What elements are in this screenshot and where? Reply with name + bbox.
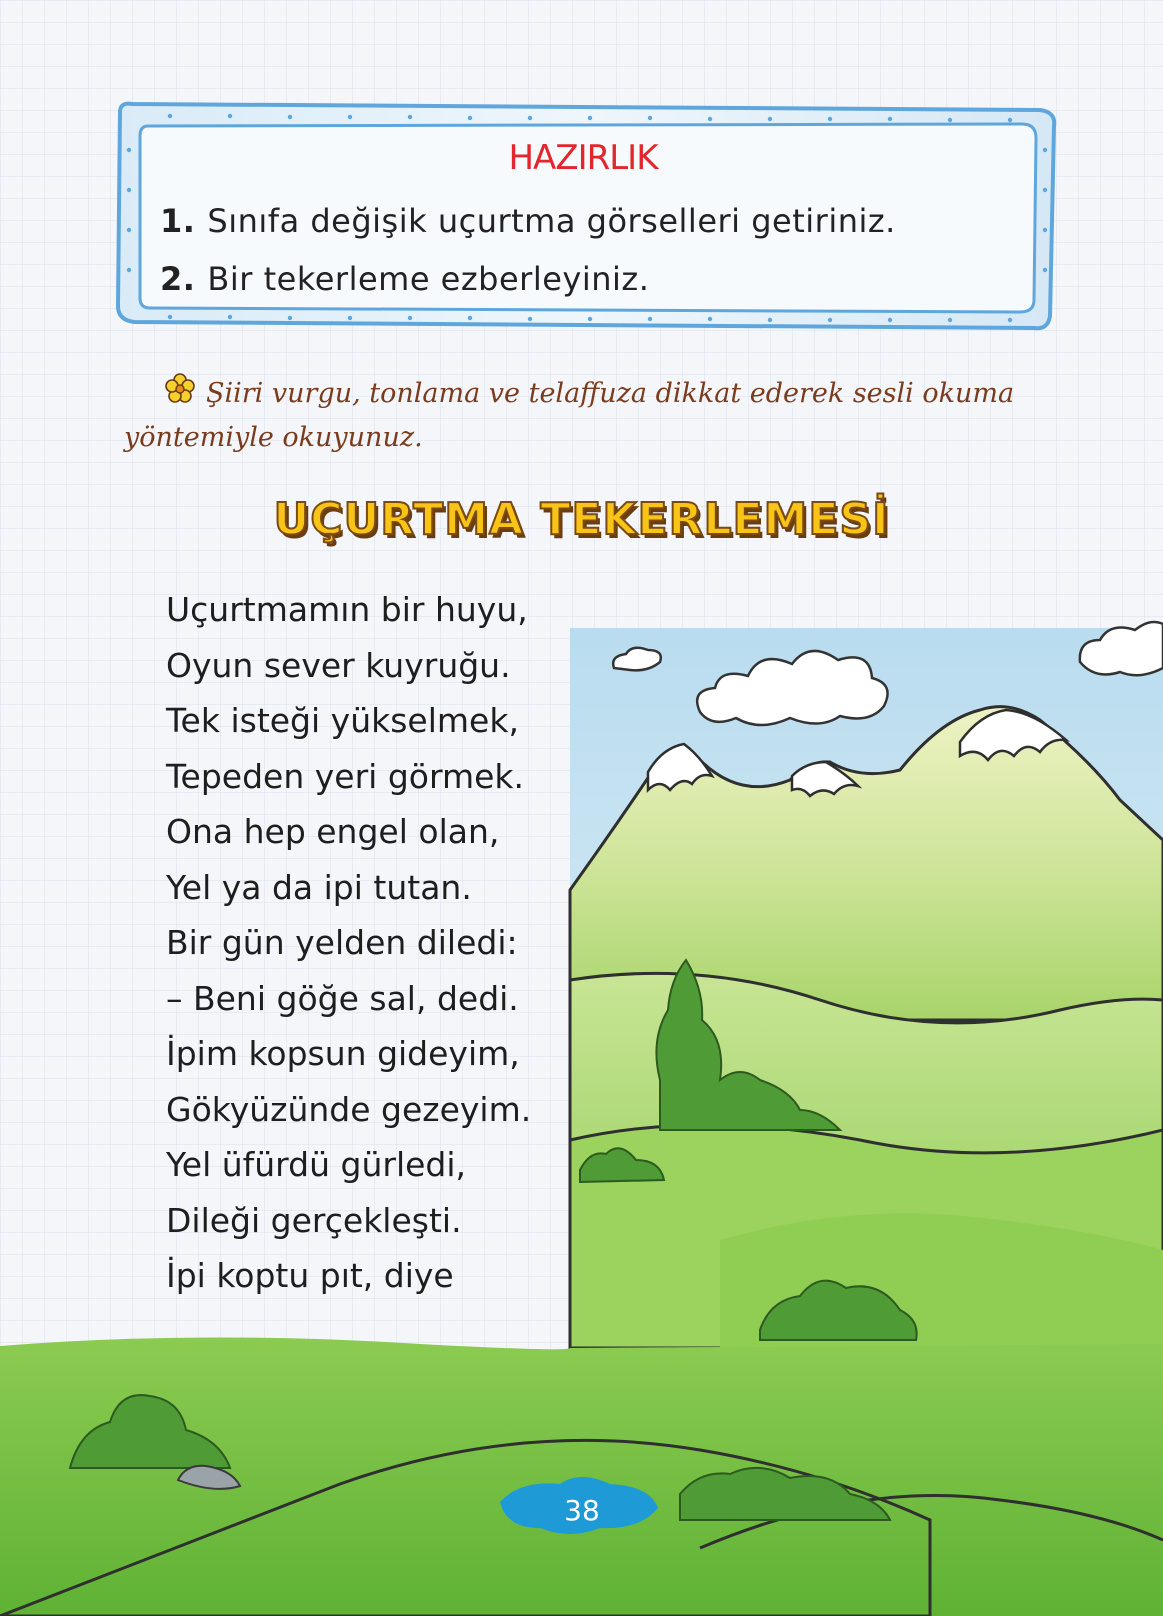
landscape-illustration	[570, 622, 1163, 1348]
poem-line: Oyun sever kuyruğu.	[166, 645, 511, 685]
poem-line: Yel üfürdü gürledi,	[166, 1145, 467, 1184]
item-text: Sınıfa değişik uçurtma görselleri getiriniz.	[207, 202, 896, 240]
poem-line: Gökyüzünde gezeyim.	[166, 1089, 532, 1129]
poem-line: Dileği gerçekleşti.	[166, 1200, 462, 1240]
poem-line: Ona hep engel olan,	[166, 812, 500, 851]
poem-line: İpi koptu pıt, diye	[166, 1256, 454, 1295]
page-number: 38	[564, 1494, 600, 1527]
poem-line: Tepeden yeri görmek.	[166, 756, 524, 796]
poem-text	[166, 582, 531, 1304]
instruction-text: Şiiri vurgu, tonlama ve telaffuza dikkat ederek sesli okuma yöntemiyle okuyunuz.	[124, 378, 1015, 453]
poem-line: İpim kopsun gideyim,	[166, 1034, 520, 1073]
poem-line: Bir gün yelden diledi:	[166, 923, 518, 962]
preparation-title: HAZIRLIK	[508, 138, 658, 178]
preparation-item	[160, 202, 896, 240]
item-number: 2.	[160, 260, 196, 298]
grass-ground	[0, 1337, 1163, 1616]
poem-line: Tek isteği yükselmek,	[166, 701, 519, 740]
poem-line: Uçurtmamın bir huyu,	[166, 590, 528, 629]
item-text: Bir tekerleme ezberleyiniz.	[207, 260, 650, 298]
preparation-box	[128, 118, 1038, 328]
item-number: 1.	[160, 202, 196, 240]
poem-line: – Beni göğe sal, dedi.	[166, 978, 519, 1018]
poem-line: Yel ya da ipi tutan.	[166, 867, 472, 907]
poem-title: UÇURTMA TEKERLEMESİ	[273, 494, 890, 545]
preparation-item	[160, 260, 649, 298]
reading-instruction	[124, 372, 1044, 460]
